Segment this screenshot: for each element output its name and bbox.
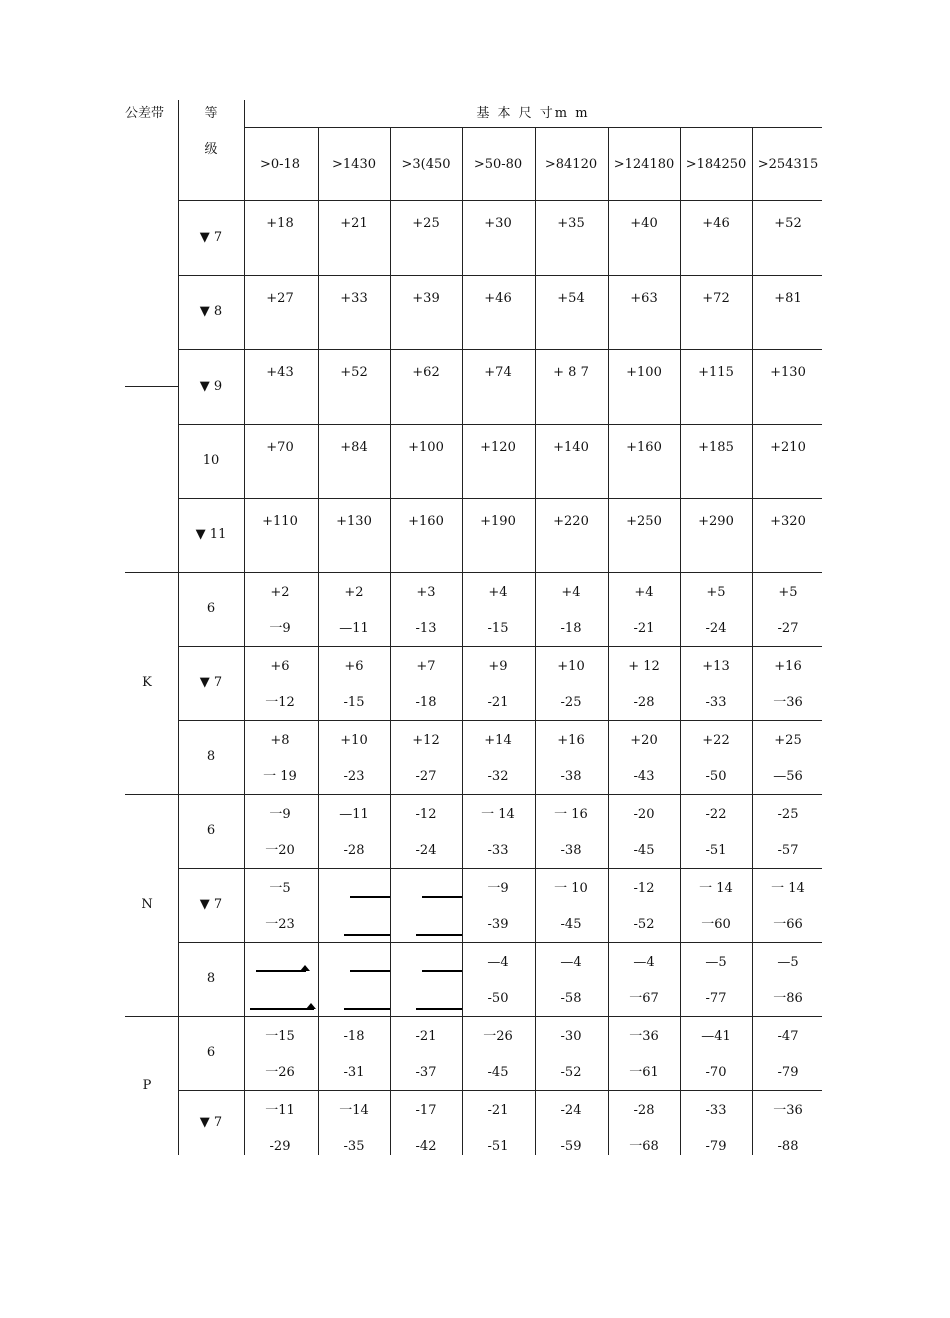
lower-deviation: -58	[560, 991, 582, 1006]
upper-deviation: +12	[412, 733, 440, 748]
upper-deviation: -28	[633, 1103, 655, 1118]
size-column-border	[462, 127, 463, 1155]
lower-deviation: -88	[777, 1139, 799, 1154]
upper-deviation: 一14	[339, 1103, 369, 1118]
zone-column-border	[178, 100, 179, 1155]
zone-stub-line	[125, 386, 178, 387]
size-range-header: >0-18	[259, 157, 301, 172]
upper-deviation: +210	[770, 440, 806, 455]
upper-deviation: +100	[408, 440, 444, 455]
upper-deviation: +43	[266, 365, 294, 380]
upper-deviation: + 8 7	[553, 365, 589, 380]
grade-label: 8	[206, 971, 216, 986]
upper-deviation: +33	[340, 291, 368, 306]
size-range-header: >1430	[332, 157, 376, 172]
lower-deviation: -33	[705, 695, 727, 710]
size-range-header: >254315	[757, 157, 819, 172]
upper-deviation: +20	[630, 733, 658, 748]
row-divider	[178, 349, 822, 350]
grade-label: 6	[206, 1045, 216, 1060]
size-column-border	[535, 127, 536, 1155]
lower-deviation: -79	[777, 1065, 799, 1080]
upper-deviation: +27	[266, 291, 294, 306]
header-tolerance-zone: 公差带	[125, 106, 165, 121]
lower-deviation: -45	[560, 917, 582, 932]
upper-deviation: 一9	[269, 807, 291, 822]
upper-deviation: +84	[340, 440, 368, 455]
size-column-border	[608, 127, 609, 1155]
lower-deviation: -38	[560, 769, 582, 784]
upper-deviation: +290	[698, 514, 734, 529]
header-grade-top: 等	[204, 106, 218, 121]
not-applicable-mark	[416, 1008, 462, 1010]
lower-deviation: -35	[343, 1139, 365, 1154]
lower-deviation: -50	[705, 769, 727, 784]
upper-deviation: +70	[266, 440, 294, 455]
upper-deviation: +22	[702, 733, 730, 748]
grade-label: ▼ 7	[199, 897, 223, 912]
not-applicable-mark	[306, 1003, 316, 1009]
lower-deviation: -79	[705, 1139, 727, 1154]
upper-deviation: -30	[560, 1029, 582, 1044]
lower-deviation: 一20	[265, 843, 295, 858]
upper-deviation: +250	[626, 514, 662, 529]
upper-deviation: +62	[412, 365, 440, 380]
lower-deviation: -57	[777, 843, 799, 858]
upper-deviation: +5	[706, 585, 726, 600]
upper-deviation: —5	[777, 955, 799, 970]
size-range-header: >124180	[613, 157, 675, 172]
upper-deviation: 一 16	[554, 807, 588, 822]
row-divider	[178, 868, 822, 869]
lower-deviation: -28	[343, 843, 365, 858]
row-divider	[178, 498, 822, 499]
lower-deviation: -70	[705, 1065, 727, 1080]
lower-deviation: -27	[415, 769, 437, 784]
upper-deviation: 一 14	[481, 807, 515, 822]
lower-deviation: -24	[415, 843, 437, 858]
upper-deviation: 一11	[265, 1103, 295, 1118]
not-applicable-mark	[344, 934, 390, 936]
tolerance-zone-letter: K	[142, 675, 152, 690]
upper-deviation: +9	[488, 659, 508, 674]
size-column-border	[680, 127, 681, 1155]
upper-deviation: —4	[487, 955, 509, 970]
upper-deviation: +130	[770, 365, 806, 380]
lower-deviation: -15	[343, 695, 365, 710]
upper-deviation: -33	[705, 1103, 727, 1118]
not-applicable-mark	[256, 970, 306, 972]
lower-deviation: -25	[560, 695, 582, 710]
lower-deviation: -39	[487, 917, 509, 932]
lower-deviation: -21	[633, 621, 655, 636]
lower-deviation: —11	[339, 621, 369, 636]
lower-deviation: -31	[343, 1065, 365, 1080]
upper-deviation: +25	[774, 733, 802, 748]
not-applicable-mark	[250, 1008, 314, 1010]
tolerance-zone-letter: N	[141, 897, 153, 912]
lower-deviation: -18	[560, 621, 582, 636]
upper-deviation: +6	[344, 659, 364, 674]
lower-deviation: 一23	[265, 917, 295, 932]
upper-deviation: +110	[262, 514, 298, 529]
upper-deviation: +220	[553, 514, 589, 529]
upper-deviation: +39	[412, 291, 440, 306]
lower-deviation: 一86	[773, 991, 803, 1006]
upper-deviation: +4	[488, 585, 508, 600]
lower-deviation: -38	[560, 843, 582, 858]
lower-deviation: -77	[705, 991, 727, 1006]
grade-label: 6	[206, 823, 216, 838]
upper-deviation: +52	[774, 216, 802, 231]
upper-deviation: -21	[487, 1103, 509, 1118]
grade-label: ▼ 8	[199, 304, 223, 319]
upper-deviation: +16	[557, 733, 585, 748]
tolerance-zone-letter: P	[142, 1077, 152, 1093]
upper-deviation: +40	[630, 216, 658, 231]
lower-deviation: -45	[487, 1065, 509, 1080]
upper-deviation: +4	[561, 585, 581, 600]
upper-deviation: -25	[777, 807, 799, 822]
lower-deviation: -28	[633, 695, 655, 710]
size-range-header: >84120	[544, 157, 598, 172]
upper-deviation: +72	[702, 291, 730, 306]
upper-deviation: —5	[705, 955, 727, 970]
upper-deviation: +130	[336, 514, 372, 529]
upper-deviation: +2	[270, 585, 290, 600]
lower-deviation: 一66	[773, 917, 803, 932]
grade-label: 8	[206, 749, 216, 764]
upper-deviation: 一26	[483, 1029, 513, 1044]
not-applicable-mark	[300, 965, 310, 971]
size-column-border	[390, 127, 391, 1155]
upper-deviation: 一36	[773, 1103, 803, 1118]
upper-deviation: +46	[702, 216, 730, 231]
lower-deviation: -52	[633, 917, 655, 932]
lower-deviation: -29	[269, 1139, 291, 1154]
upper-deviation: +54	[557, 291, 585, 306]
size-column-border	[318, 127, 319, 1155]
lower-deviation: -59	[560, 1139, 582, 1154]
grade-label: ▼ 7	[199, 1114, 223, 1130]
not-applicable-mark	[416, 934, 462, 936]
lower-deviation: 一68	[629, 1139, 659, 1154]
upper-deviation: +14	[484, 733, 512, 748]
row-divider	[178, 646, 822, 647]
upper-deviation: +160	[408, 514, 444, 529]
grade-label: 6	[206, 601, 216, 616]
upper-deviation: -24	[560, 1103, 582, 1118]
not-applicable-mark	[344, 1008, 390, 1010]
not-applicable-mark	[350, 970, 390, 972]
upper-deviation: —41	[701, 1029, 731, 1044]
upper-deviation: —4	[633, 955, 655, 970]
lower-deviation: -21	[487, 695, 509, 710]
upper-deviation: —11	[339, 807, 369, 822]
upper-deviation: +21	[340, 216, 368, 231]
not-applicable-mark	[350, 896, 390, 898]
upper-deviation: +18	[266, 216, 294, 231]
upper-deviation: +81	[774, 291, 802, 306]
lower-deviation: -33	[487, 843, 509, 858]
header-bottom-line	[178, 200, 822, 201]
upper-deviation: 一15	[265, 1029, 295, 1044]
row-divider	[178, 720, 822, 721]
row-divider	[178, 275, 822, 276]
upper-deviation: +35	[557, 216, 585, 231]
upper-deviation: +30	[484, 216, 512, 231]
upper-deviation: +74	[484, 365, 512, 380]
upper-deviation: +52	[340, 365, 368, 380]
upper-deviation: +7	[416, 659, 436, 674]
not-applicable-mark	[422, 970, 462, 972]
lower-deviation: -42	[415, 1139, 437, 1154]
upper-deviation: +100	[626, 365, 662, 380]
upper-deviation: 一5	[269, 881, 291, 896]
upper-deviation: -17	[415, 1103, 437, 1118]
header-split-line	[244, 127, 822, 128]
lower-deviation: -37	[415, 1065, 437, 1080]
lower-deviation: -24	[705, 621, 727, 636]
upper-deviation: -20	[633, 807, 655, 822]
lower-deviation: -51	[705, 843, 727, 858]
grade-label: ▼ 9	[199, 378, 223, 394]
lower-deviation: 一26	[265, 1065, 295, 1080]
row-divider	[178, 1090, 822, 1091]
upper-deviation: +2	[344, 585, 364, 600]
lower-deviation: 一61	[629, 1065, 659, 1080]
lower-deviation: -27	[777, 621, 799, 636]
lower-deviation: -45	[633, 843, 655, 858]
upper-deviation: +4	[634, 585, 654, 600]
upper-deviation: -22	[705, 807, 727, 822]
upper-deviation: +160	[626, 440, 662, 455]
header-basic-size: 基 本 尺 寸m m	[476, 106, 590, 121]
lower-deviation: -23	[343, 769, 365, 784]
upper-deviation: +16	[774, 659, 802, 674]
upper-deviation: 一 10	[554, 881, 588, 896]
upper-deviation: -12	[633, 881, 655, 896]
grade-column-border	[244, 100, 245, 1155]
lower-deviation: 一60	[701, 917, 731, 932]
group-divider	[125, 572, 822, 573]
upper-deviation: + 12	[628, 659, 660, 674]
size-range-header: >184250	[685, 157, 747, 172]
upper-deviation: -12	[415, 807, 437, 822]
lower-deviation: —56	[773, 769, 803, 784]
lower-deviation: -50	[487, 991, 509, 1006]
upper-deviation: +13	[702, 659, 730, 674]
upper-deviation: -21	[415, 1029, 437, 1044]
upper-deviation: 一 14	[771, 881, 805, 896]
row-divider	[178, 424, 822, 425]
upper-deviation: +46	[484, 291, 512, 306]
lower-deviation: -52	[560, 1065, 582, 1080]
grade-label: ▼ 7	[199, 229, 223, 245]
grade-label: ▼ 11	[195, 527, 227, 542]
lower-deviation: 一36	[773, 695, 803, 710]
lower-deviation: 一 19	[263, 769, 297, 784]
lower-deviation: -32	[487, 769, 509, 784]
grade-label: 10	[202, 453, 220, 468]
upper-deviation: —4	[560, 955, 582, 970]
group-divider	[125, 1016, 822, 1017]
size-column-border	[752, 127, 753, 1155]
row-divider	[178, 942, 822, 943]
size-range-header: >50-80	[473, 157, 523, 172]
upper-deviation: +10	[557, 659, 585, 674]
upper-deviation: +140	[553, 440, 589, 455]
upper-deviation: +25	[412, 216, 440, 231]
upper-deviation: -47	[777, 1029, 799, 1044]
lower-deviation: 一12	[265, 695, 295, 710]
not-applicable-mark	[422, 896, 462, 898]
lower-deviation: -15	[487, 621, 509, 636]
upper-deviation: +5	[778, 585, 798, 600]
upper-deviation: -18	[343, 1029, 365, 1044]
upper-deviation: +190	[480, 514, 516, 529]
group-divider	[125, 794, 822, 795]
upper-deviation: +10	[340, 733, 368, 748]
header-grade-bottom: 级	[204, 142, 218, 157]
upper-deviation: +3	[416, 585, 436, 600]
lower-deviation: -51	[487, 1139, 509, 1154]
lower-deviation: 一67	[629, 991, 659, 1006]
lower-deviation: -43	[633, 769, 655, 784]
upper-deviation: 一9	[487, 881, 509, 896]
upper-deviation: +185	[698, 440, 734, 455]
upper-deviation: +320	[770, 514, 806, 529]
lower-deviation: -13	[415, 621, 437, 636]
upper-deviation: +63	[630, 291, 658, 306]
upper-deviation: +6	[270, 659, 290, 674]
upper-deviation: +115	[698, 365, 734, 380]
lower-deviation: -18	[415, 695, 437, 710]
upper-deviation: +120	[480, 440, 516, 455]
lower-deviation: 一9	[269, 621, 291, 636]
upper-deviation: 一 14	[699, 881, 733, 896]
grade-label: ▼ 7	[199, 675, 223, 690]
upper-deviation: +8	[270, 733, 290, 748]
upper-deviation: 一36	[629, 1029, 659, 1044]
size-range-header: >3(450	[401, 157, 451, 172]
